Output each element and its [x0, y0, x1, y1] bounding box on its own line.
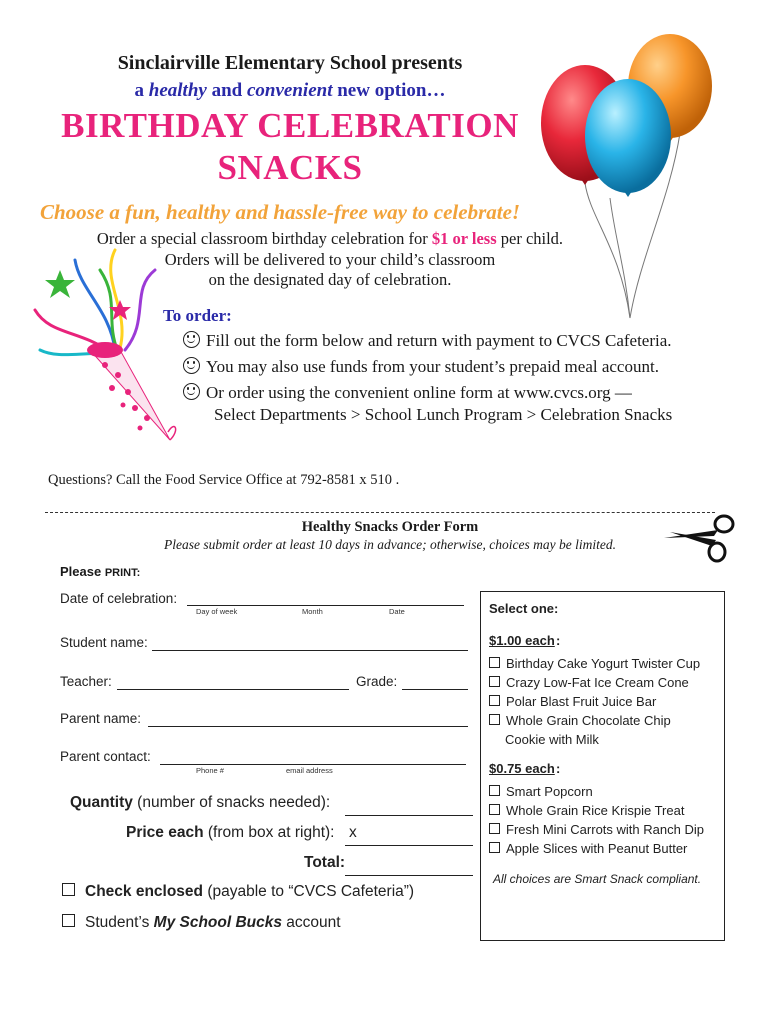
tier1-colon: :: [556, 633, 561, 648]
to-order-heading: To order:: [163, 306, 232, 325]
school-bucks-option[interactable]: Student’s My School Bucks account: [62, 914, 341, 932]
select-one-label: Select one:: [489, 601, 559, 616]
contact-hint-email: email address: [286, 766, 333, 775]
presents-heading: Sinclairville Elementary School presents: [117, 52, 463, 74]
checkbox[interactable]: [489, 804, 500, 815]
price-field[interactable]: [345, 845, 473, 846]
option-subheading: a healthy and convenient new option…: [134, 80, 446, 101]
menu-item-4-cont: Cookie with Milk: [505, 732, 599, 747]
smiley-icon: [183, 383, 200, 400]
date-hint-month: Month: [302, 607, 323, 616]
checkbox[interactable]: [489, 714, 500, 725]
smiley-icon: [183, 357, 200, 374]
date-hint-date: Date: [389, 607, 405, 616]
tier2-price: $0.75 each: [489, 761, 555, 776]
student-name-field[interactable]: [152, 650, 468, 651]
checkbox[interactable]: [62, 914, 75, 927]
teacher-label: Teacher:: [60, 674, 112, 689]
tier1-price: $1.00 each: [489, 633, 555, 648]
menu-item-6[interactable]: Whole Grain Rice Krispie Treat: [489, 803, 684, 818]
grade-label: Grade:: [356, 674, 398, 689]
please-print-label: Please PRINT:: [60, 564, 141, 579]
grade-field[interactable]: [402, 689, 468, 690]
menu-item-5[interactable]: Smart Popcorn: [489, 784, 593, 799]
order-step-1: Fill out the form below and return with payment to CVCS Cafeteria.: [183, 331, 672, 351]
checkbox[interactable]: [489, 657, 500, 668]
menu-item-7[interactable]: Fresh Mini Carrots with Ranch Dip: [489, 822, 704, 837]
intro-line-2: Orders will be delivered to your child’s classroom: [164, 250, 496, 269]
checkbox[interactable]: [62, 883, 75, 896]
order-step-3-path: Select Departments > School Lunch Program > Celebration Snacks: [214, 405, 673, 424]
student-label: Student name:: [60, 635, 148, 650]
teacher-field[interactable]: [117, 689, 349, 690]
parent-contact-field[interactable]: [160, 764, 466, 765]
smiley-icon: [183, 331, 200, 348]
order-step-3: Or order using the convenient online form at www.cvcs.org —: [183, 383, 632, 403]
quantity-label: Quantity (number of snacks needed):: [70, 794, 331, 811]
date-field[interactable]: [187, 605, 464, 606]
page-title-line1: BIRTHDAY CELEBRATION: [61, 106, 519, 145]
checkbox[interactable]: [489, 695, 500, 706]
date-label: Date of celebration:: [60, 591, 178, 606]
checkbox[interactable]: [489, 823, 500, 834]
form-subtitle: Please submit order at least 10 days in advance; otherwise, choices may be limited.: [163, 537, 617, 552]
menu-item-8[interactable]: Apple Slices with Peanut Butter: [489, 841, 687, 856]
parent-name-field[interactable]: [148, 726, 468, 727]
quantity-field[interactable]: [345, 815, 473, 816]
intro-line-1: Order a special classroom birthday celebration for $1 or less per child.: [96, 229, 564, 248]
price-x: x: [349, 824, 357, 841]
scissors-icon: [662, 508, 742, 566]
price-label: Price each (from box at right):: [126, 824, 335, 841]
total-field[interactable]: [345, 875, 473, 876]
tier2-colon: :: [556, 761, 561, 776]
form-title: Healthy Snacks Order Form: [301, 519, 479, 535]
questions-line: Questions? Call the Food Service Office at 792-8581 x 510 .: [48, 472, 400, 488]
menu-item-1[interactable]: Birthday Cake Yogurt Twister Cup: [489, 656, 700, 671]
checkbox[interactable]: [489, 785, 500, 796]
menu-item-3[interactable]: Polar Blast Fruit Juice Bar: [489, 694, 656, 709]
order-step-2: You may also use funds from your student’s prepaid meal account.: [183, 357, 659, 377]
contact-label: Parent contact:: [60, 749, 151, 764]
menu-item-2[interactable]: Crazy Low-Fat Ice Cream Cone: [489, 675, 689, 690]
menu-item-4[interactable]: Whole Grain Chocolate Chip: [489, 713, 671, 728]
cut-line: [45, 512, 715, 513]
parent-label: Parent name:: [60, 711, 142, 726]
compliance-note: All choices are Smart Snack compliant.: [493, 872, 702, 886]
intro-line-3: on the designated day of celebration.: [208, 270, 452, 289]
date-hint-day: Day of week: [196, 607, 238, 616]
total-label: Total:: [304, 854, 346, 871]
contact-hint-phone: Phone #: [196, 766, 224, 775]
checkbox[interactable]: [489, 842, 500, 853]
checkbox[interactable]: [489, 676, 500, 687]
page-title-line2: SNACKS: [217, 148, 363, 187]
check-enclosed-option[interactable]: Check enclosed (payable to “CVCS Cafeteria”): [62, 883, 414, 901]
tagline: Choose a fun, healthy and hassle-free way to celebrate!: [40, 200, 521, 224]
